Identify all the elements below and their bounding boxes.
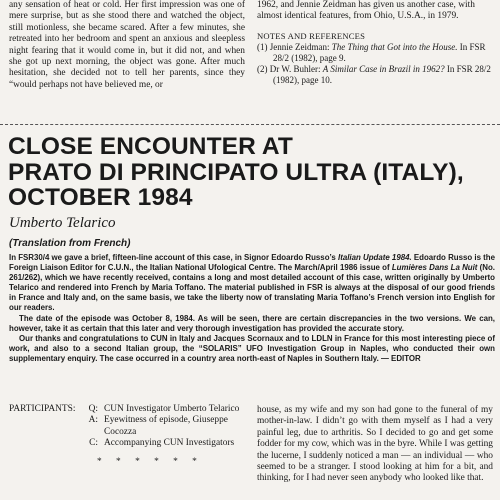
note-title: The Thing that Got into the House.: [331, 42, 458, 53]
article-author: Umberto Telarico: [9, 215, 116, 231]
editor-text: (No. 261/262), which we have recently received, contains a long and most detailed account of this case, written originally by Umberto Telarico and rendered into French by Maria Toffano. The material published in FSR is always at the disposal of our good friends in France and Italy and, on the same basis, we take the liberty now of translating Maria Toffano’s French version into English for our readers.: [9, 263, 495, 313]
editor-note: [9, 253, 495, 364]
participant-row: [9, 404, 247, 415]
note-number: (1): [257, 42, 268, 53]
body-text-bottom-right: house, as my wife and my son had gone to the funeral of my mother-in-law. I didn’t go with them myself as I had a very painful leg, due to arthritis. So I decided to go and get some fodder for my cow, which was in the byre. While I was getting the lucerne, I suddenly noticed a man — an individual — who seemed to be a stranger. I stood looking at him for a bit, and thinking, for I had never seen anybody who looked like that.: [257, 405, 493, 484]
editor-text: In FSR30/4 we gave a brief, fifteen-line account of this case, in Signor Edoardo Russo’s: [9, 253, 338, 262]
note-author: Jennie Zeidman:: [269, 42, 332, 53]
participant-code: C:: [89, 438, 98, 449]
note-title: A Similar Case in Brazil in 1962?: [322, 63, 445, 74]
body-text-top-left: any sensation of heat or cold. Her first impression was one of mere surprise, but as she stood there and watched the object, still motionless, she became scared. After a few minutes, she retreated into her bedroom and spent an anxious and sleepless night fearing that it would come in, but it did not, and when she got up next morning, the object was gone. After much hesitation, she decided not to tell her parents, since they “would perhaps not have believed me, or: [9, 0, 245, 90]
participant-code: Q:: [88, 404, 98, 414]
participants-label: PARTICIPANTS:: [9, 404, 76, 414]
editor-paragraph: [9, 253, 495, 314]
note-author: Dr W. Buhler:: [269, 63, 323, 74]
participant-text: Eyewitness of episode, Giuseppe Cocozza: [104, 415, 228, 437]
body-text-top-right: 1962, and Jennie Zeidman has given us another case, with almost identical features, from Ohio, U.S.A., in 1979.: [257, 0, 475, 22]
section-stars: * * * * * *: [97, 456, 203, 467]
editor-text: Edoardo Russo is the Foreign Liaison Editor for C.U.N., the Italian National Ufological Centre. The March/April 1986 issue of: [9, 253, 495, 273]
editor-paragraph: Our thanks and congratulations to CUN in Italy and Jacques Scornaux and to LDLN in France for this most interesting piece of work, and also to a second Italian group, the “SOLARIS” UFO Investigation Group in Naples, who conducted their own supplementary enquiry. The case occurred in a country area north-east of Naples in Southern Italy. — EDITOR: [9, 333, 495, 363]
participant-code: A:: [88, 415, 98, 426]
top-right-column: [257, 0, 493, 85]
note-source: In FSR 28/2 (1982), page 9.: [273, 42, 486, 64]
section-divider: [0, 124, 500, 125]
translation-note: (Translation from French): [9, 238, 131, 249]
note-item: [257, 42, 493, 64]
headline-line: OCTOBER 1984: [8, 184, 193, 211]
note-number: (2): [257, 63, 268, 74]
note-source: In FSR 28/2 (1982), page 10.: [273, 63, 491, 85]
participant-text: Accompanying CUN Investigators: [104, 438, 235, 449]
headline-line: CLOSE ENCOUNTER AT: [8, 133, 293, 160]
note-item: [257, 64, 493, 86]
notes-heading: NOTES AND REFERENCES: [257, 30, 366, 41]
participant-row: [9, 438, 247, 449]
participants-block: [9, 404, 247, 468]
participant-row: [9, 415, 247, 438]
participant-text: CUN Investigator Umberto Telarico: [104, 404, 240, 414]
headline-line: PRATO DI PRINCIPATO ULTRA (ITALY),: [8, 158, 464, 186]
article-headline: [8, 134, 496, 211]
editor-italic: Italian Update 1984.: [338, 253, 412, 262]
editor-italic: Lumières Dans La Nuit: [391, 263, 478, 273]
editor-paragraph: The date of the episode was October 8, 1984. As will be seen, there are certain discrepancies in the two versions. We can, however, take it as certain that this later and very thorough investigation has provided the accurate story.: [9, 313, 495, 333]
